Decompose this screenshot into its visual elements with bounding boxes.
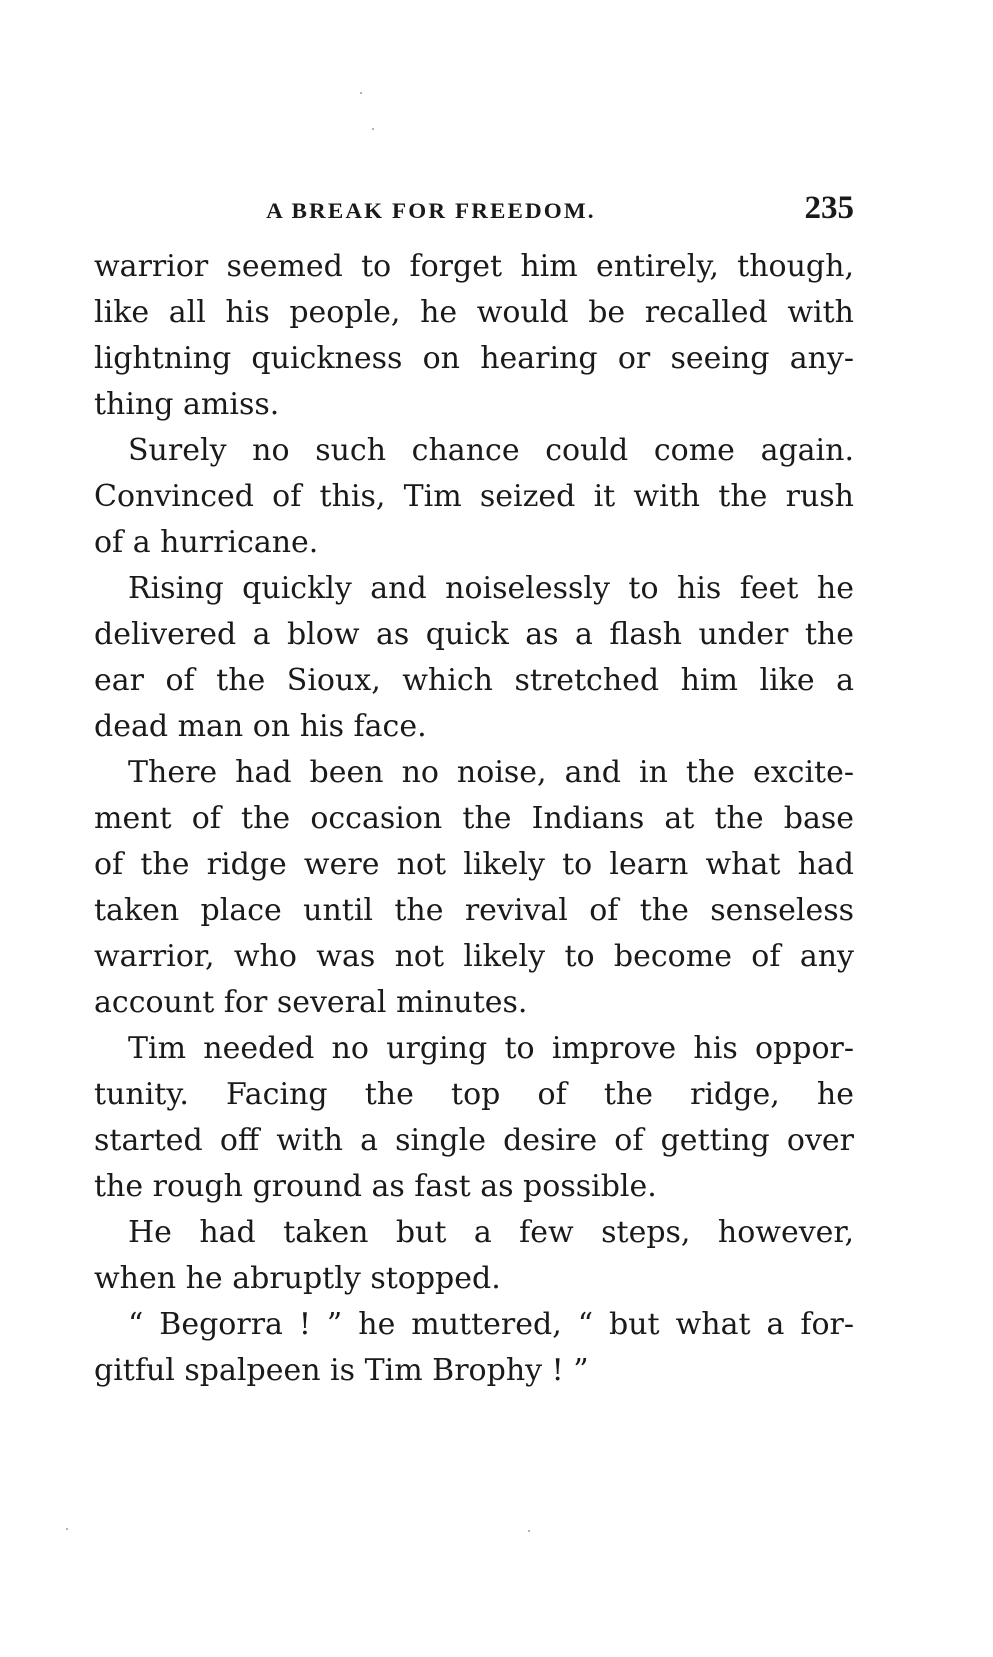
text-line: ment of the occasion the Indians at the base — [94, 801, 854, 836]
text-line: of a hurricane. — [94, 525, 319, 560]
paragraph — [94, 244, 854, 428]
text-line: gitful spalpeen is Tim Brophy ! ” — [94, 1353, 589, 1388]
text-line: started off with a single desire of getting over — [94, 1123, 854, 1158]
text-line: taken place until the revival of the senseless — [94, 893, 854, 928]
paragraph — [94, 750, 854, 1026]
paragraph — [94, 566, 854, 750]
text-line: like all his people, he would be recalled with — [94, 295, 854, 330]
text-line: Convinced of this, Tim seized it with the rush — [94, 479, 854, 514]
text-line: Tim needed no urging to improve his oppor- — [128, 1031, 854, 1066]
text-line: “ Begorra ! ” he muttered, “ but what a for- — [128, 1307, 854, 1342]
paper-speck — [360, 92, 362, 94]
text-line: He had taken but a few steps, however, — [128, 1215, 854, 1250]
text-line: thing amiss. — [94, 387, 280, 422]
paper-speck — [528, 1530, 530, 1532]
text-line: warrior seemed to forget him entirely, though, — [94, 249, 854, 284]
running-title: A BREAK FOR FREEDOM. — [266, 198, 596, 223]
text-line: Surely no such chance could come again. — [128, 433, 854, 468]
text-line: the rough ground as fast as possible. — [94, 1169, 657, 1204]
paragraph — [94, 1210, 854, 1302]
text-line: of the ridge were not likely to learn what had — [94, 847, 854, 882]
text-line: tunity. Facing the top of the ridge, he — [94, 1077, 854, 1112]
text-line: There had been no noise, and in the excite- — [128, 755, 854, 790]
text-line: Rising quickly and noiselessly to his feet he — [128, 571, 854, 606]
text-line: dead man on his face. — [94, 709, 427, 744]
paragraph — [94, 428, 854, 566]
text-line: when he abruptly stopped. — [94, 1261, 501, 1296]
text-line: warrior, who was not likely to become of any — [94, 939, 854, 974]
text-line: delivered a blow as quick as a flash under the — [94, 617, 854, 652]
text-line: account for several minutes. — [94, 985, 528, 1020]
paper-speck — [66, 1528, 68, 1530]
page-number: 235 — [804, 190, 854, 226]
paragraph — [94, 1026, 854, 1210]
page-header — [94, 190, 854, 230]
paragraph — [94, 1302, 854, 1394]
text-line: ear of the Sioux, which stretched him like a — [94, 663, 854, 698]
body-text — [94, 244, 854, 1394]
text-line: lightning quickness on hearing or seeing any- — [94, 341, 854, 376]
paper-speck — [372, 128, 374, 130]
